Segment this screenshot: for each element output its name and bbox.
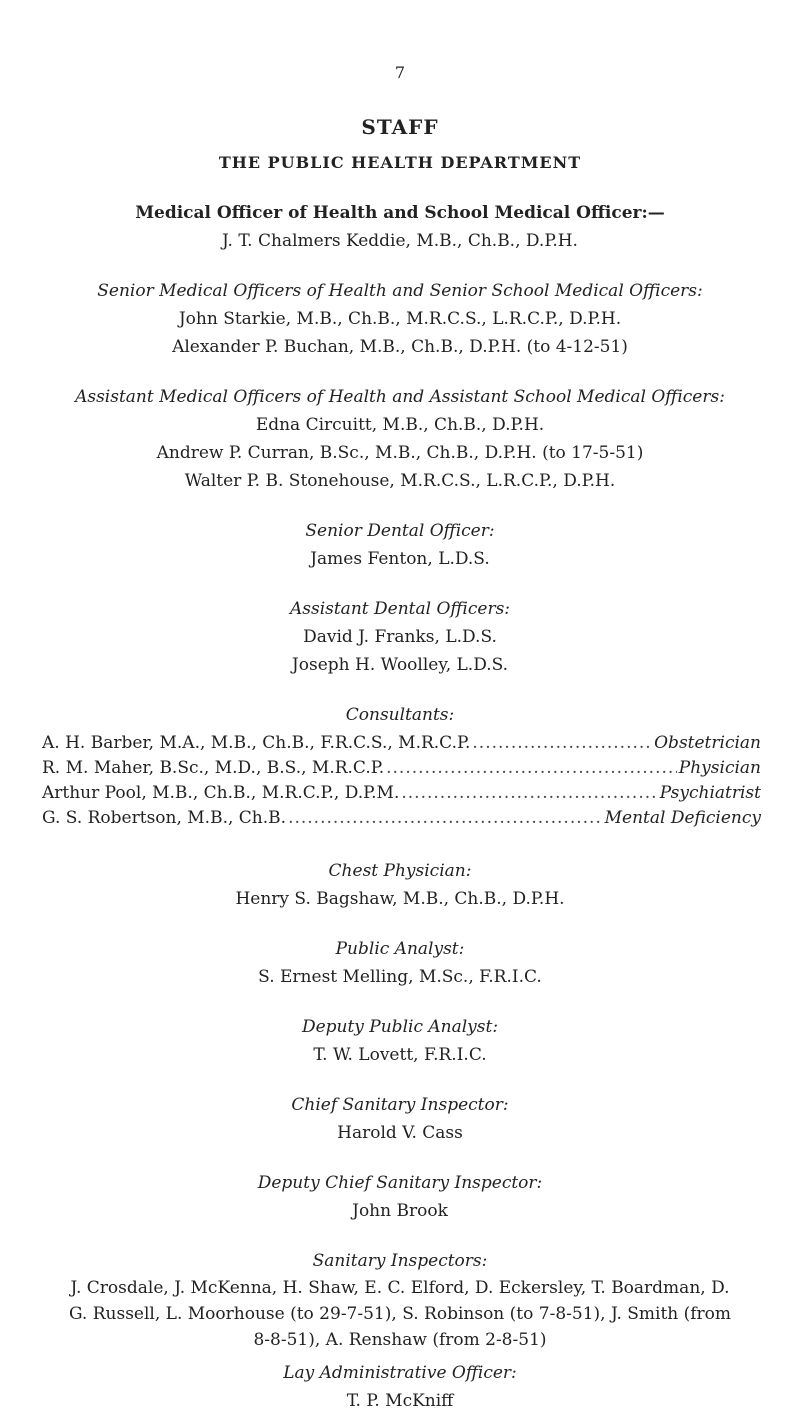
consultant-role: Mental Deficiency (604, 808, 761, 828)
consultant-role: Physician (678, 758, 761, 778)
senior-moh-name-1: John Starkie, M.B., Ch.B., M.R.C.S., L.R.C.P., D.P.H. (178, 309, 622, 329)
assistant-moh-name-3: Walter P. B. Stonehouse, M.R.C.S., L.R.C.P., D.P.H. (184, 471, 616, 491)
moh-heading: Medical Officer of Health and School Medical Officer:— (135, 203, 665, 223)
assistant-moh-name-2: Andrew P. Curran, B.Sc., M.B., Ch.B., D.P.H. (to 17-5-51) (156, 443, 644, 463)
page-number: 7 (394, 63, 406, 82)
lay-admin-heading: Lay Administrative Officer: (283, 1363, 517, 1383)
consultant-row (42, 732, 761, 754)
sanitary-inspectors-heading: Sanitary Inspectors: (312, 1251, 488, 1271)
consultant-name: G. S. Robertson, M.B., Ch.B. (42, 808, 287, 828)
consultant-name: A. H. Barber, M.A., M.B., Ch.B., F.R.C.S., M.R.C.P. (42, 733, 471, 753)
deputy-public-analyst-heading: Deputy Public Analyst: (301, 1017, 499, 1037)
chest-physician-name: Henry S. Bagshaw, M.B., Ch.B., D.P.H. (235, 889, 565, 909)
consultant-row (42, 782, 761, 804)
moh-name: J. T. Chalmers Keddie, M.B., Ch.B., D.P.H. (222, 231, 578, 251)
consultant-role: Psychiatrist (659, 783, 761, 803)
consultant-row (42, 757, 761, 779)
deputy-chief-sanitary-inspector-name: John Brook (352, 1201, 448, 1221)
assistant-moh-heading: Assistant Medical Officers of Health and Assistant School Medical Officers: (75, 387, 725, 407)
leader-dots (401, 782, 657, 804)
chief-sanitary-inspector-heading: Chief Sanitary Inspector: (291, 1095, 509, 1115)
public-analyst-name: S. Ernest Melling, M.Sc., F.R.I.C. (258, 967, 542, 987)
consultant-name: R. M. Maher, B.Sc., M.D., B.S., M.R.C.P. (42, 758, 385, 778)
lay-admin-name: T. P. McKniff (346, 1391, 454, 1411)
chief-sanitary-inspector-name: Harold V. Cass (337, 1123, 463, 1143)
leader-dots (288, 807, 603, 829)
page-title: STAFF (361, 115, 439, 139)
assistant-dental-name-2: Joseph H. Woolley, L.D.S. (291, 655, 509, 675)
deputy-chief-sanitary-inspector-heading: Deputy Chief Sanitary Inspector: (257, 1173, 543, 1193)
senior-dental-heading: Senior Dental Officer: (305, 521, 495, 541)
consultants-heading: Consultants: (345, 705, 455, 725)
deputy-public-analyst-name: T. W. Lovett, F.R.I.C. (313, 1045, 487, 1065)
leader-dots (386, 757, 677, 779)
public-analyst-heading: Public Analyst: (335, 939, 465, 959)
chest-physician-heading: Chest Physician: (328, 861, 472, 881)
sanitary-inspectors-list: J. Crosdale, J. McKenna, H. Shaw, E. C. Elford, D. Eckersley, T. Boardman, D. G. Russell, L. Moorhouse (to 29-7-51), S. Robinson (to 7-8-51), J. Smith (from 8-8-51), A. Renshaw (from 2-8-51) (68, 1278, 732, 1350)
assistant-dental-heading: Assistant Dental Officers: (289, 599, 511, 619)
consultant-role: Obstetrician (654, 733, 761, 753)
department-heading: THE PUBLIC HEALTH DEPARTMENT (218, 153, 582, 172)
assistant-moh-name-1: Edna Circuitt, M.B., Ch.B., D.P.H. (255, 415, 545, 435)
senior-moh-heading: Senior Medical Officers of Health and Senior School Medical Officers: (97, 281, 703, 301)
leader-dots (472, 732, 652, 754)
senior-moh-name-2: Alexander P. Buchan, M.B., Ch.B., D.P.H. (to 4-12-51) (172, 337, 628, 357)
senior-dental-name: James Fenton, L.D.S. (310, 549, 490, 569)
assistant-dental-name-1: David J. Franks, L.D.S. (303, 627, 497, 647)
consultant-name: Arthur Pool, M.B., Ch.B., M.R.C.P., D.P.M. (42, 783, 400, 803)
consultant-row (42, 807, 761, 829)
